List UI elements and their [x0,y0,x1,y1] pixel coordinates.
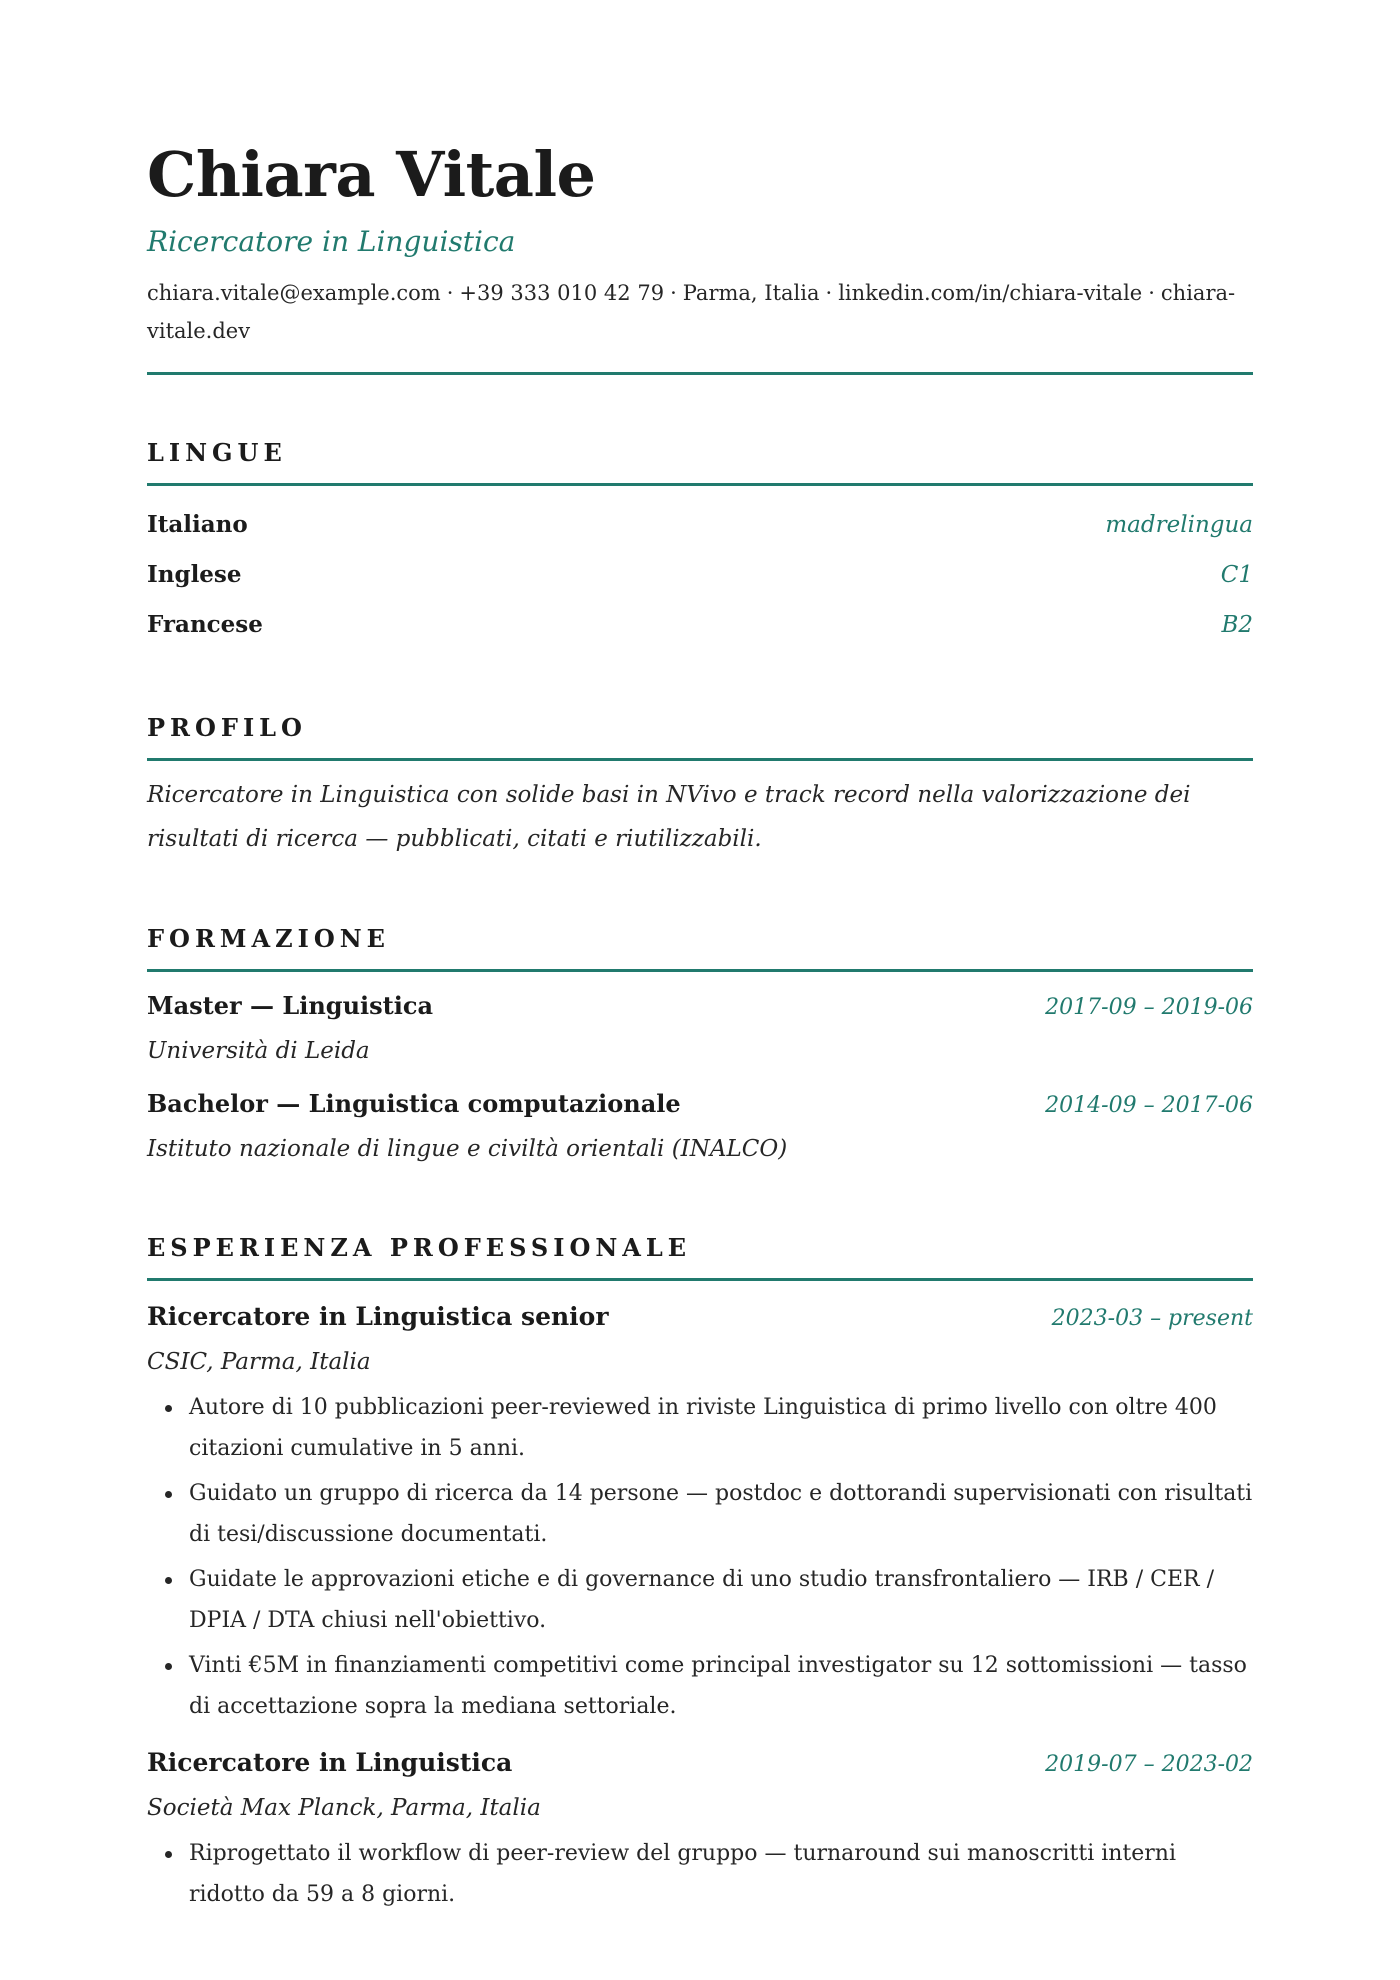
job-dates: 2019-07 – 2023-02 [1045,1752,1253,1777]
job-title: Ricercatore in Linguistica senior [147,1302,609,1331]
achievement-item: Autore di 10 pubblicazioni peer-reviewed in riviste Linguistica di primo livello con oltre 400 citazioni cumulative in 5 anni. [189,1387,1253,1469]
education-dates: 2017-09 – 2019-06 [1045,995,1253,1020]
contact-phone[interactable]: +39 333 010 42 79 [459,281,665,305]
achievement-item: Vinti €5M in finanziamenti competitivi come principal investigator su 12 sottomissioni — tasso di accettazione sopra la mediana settoriale. [189,1645,1253,1727]
languages-heading: LINGUE [147,437,1253,486]
education-entry [147,1082,1253,1170]
education-dates: 2014-09 – 2017-06 [1045,1093,1253,1118]
education-section [147,923,1253,1170]
education-degree: Master — Linguistica [147,991,434,1020]
contact-location: Parma, Italia [682,281,820,305]
contact-separator: · [670,281,677,305]
education-degree: Bachelor — Linguistica computazionale [147,1089,681,1118]
achievement-item: Guidate le approvazioni etiche e di governance di uno studio transfrontaliero — IRB / CER / DPIA / DTA chiusi nell'obiettivo. [189,1559,1253,1641]
contact-separator: · [825,281,833,305]
candidate-role: Ricercatore in Linguistica [147,225,516,258]
language-name: Inglese [147,561,242,588]
experience-section [147,1232,1253,1915]
language-level: C1 [1220,562,1253,588]
language-name: Francese [147,611,263,638]
job-achievements [147,1833,1253,1915]
education-heading: FORMAZIONE [147,923,1253,972]
job-dates: 2023-03 – present [1051,1306,1253,1331]
education-entry-header [147,984,1253,1030]
job-organization: Società Max Planck, Parma, Italia [147,1795,541,1821]
contact-separator: · [1148,281,1155,305]
profile-section [147,712,1253,861]
language-row [147,500,1253,550]
resume-header [147,138,1253,375]
languages-list [147,500,1253,650]
education-school: Università di Leida [147,1038,370,1064]
profile-heading: PROFILO [147,712,1253,761]
experience-entry [147,1295,1253,1727]
language-level: madrelingua [1105,512,1253,538]
header-divider [147,372,1253,375]
contact-website[interactable]: chiara-vitale.dev [147,281,1236,343]
language-row [147,550,1253,600]
contact-email[interactable]: chiara.vitale@example.com [147,281,441,305]
contact-line [147,274,1253,350]
language-row [147,600,1253,650]
job-organization: CSIC, Parma, Italia [147,1349,371,1375]
contact-linkedin[interactable]: linkedin.com/in/chiara-vitale [838,281,1143,305]
achievement-item: Riprogettato il workflow di peer-review del gruppo — turnaround sui manoscritti interni ridotto da 59 a 8 giorni. [189,1833,1253,1915]
job-title: Ricercatore in Linguistica [147,1748,513,1777]
candidate-name: Chiara Vitale [147,138,596,211]
job-achievements [147,1387,1253,1727]
contact-separator: · [446,281,454,305]
education-entry [147,984,1253,1072]
education-school: Istituto nazionale di lingue e civiltà orientali (INALCO) [147,1136,788,1162]
education-entry-header [147,1082,1253,1128]
language-name: Italiano [147,511,248,538]
experience-entry-header [147,1295,1253,1341]
languages-section [147,437,1253,650]
experience-entry [147,1741,1253,1915]
experience-heading: ESPERIENZA PROFESSIONALE [147,1232,1253,1281]
language-level: B2 [1221,612,1253,638]
experience-entry-header [147,1741,1253,1787]
achievement-item: Guidato un gruppo di ricerca da 14 persone — postdoc e dottorandi supervisionati con risultati di tesi/discussione documentati. [189,1473,1253,1555]
profile-summary: Ricercatore in Linguistica con solide basi in NVivo e track record nella valorizzazione dei risultati di ricerca — pubblicati, citati e riutilizzabili. [147,782,1191,852]
